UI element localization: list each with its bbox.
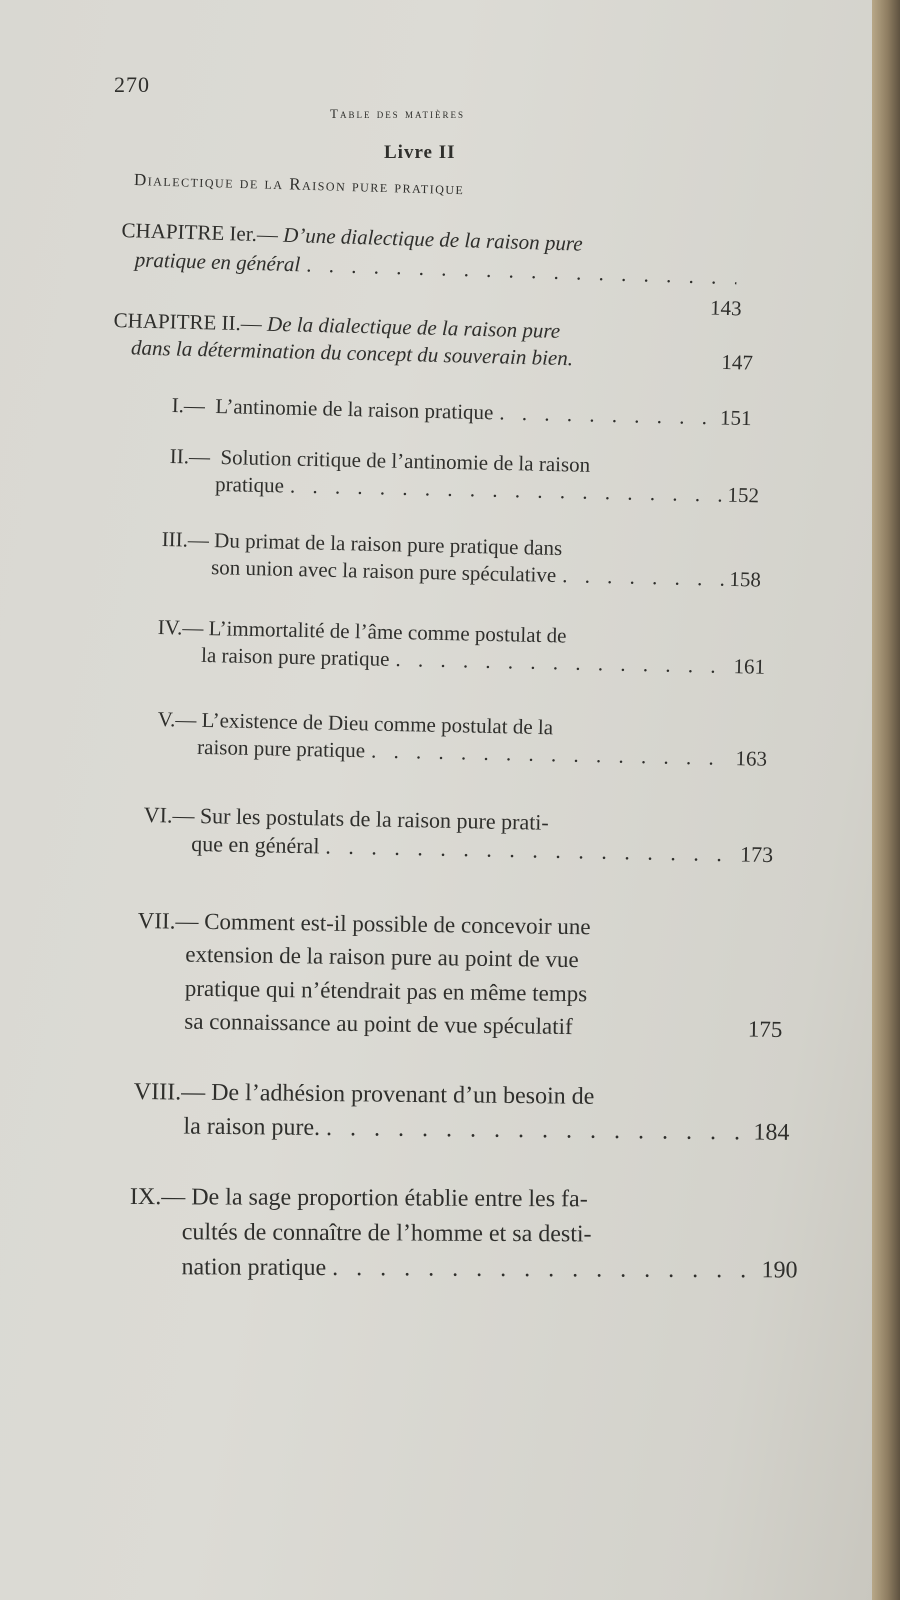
dot-leaders [562,563,724,592]
toc-entry-section-7 [136,904,784,1046]
section-title: Solution critique de l’antinomie de la raison [220,445,591,477]
page-ref: 152 [727,482,760,508]
section-label: I.— [171,393,206,418]
page-edge [872,0,900,1600]
page-ref: 190 [761,1256,798,1284]
book-title: Livre II [384,142,456,163]
section-title: De la sage proportion établie entre les fa- [191,1184,588,1213]
chapter-title-cont: pratique en général [134,247,301,277]
chapter-title-cont: dans la détermination du concept du souverain bien. [130,335,574,371]
section-title-cont: que en général [190,830,320,859]
dot-leaders [326,1112,748,1150]
page-ref: 173 [739,841,774,868]
page-ref: 151 [719,405,752,431]
section-label: IV.— [157,615,204,640]
section-title: L’immortalité de l’âme comme postulat de [208,616,567,648]
section-label: V.— [157,707,197,732]
dot-leaders [499,400,714,430]
section-title-cont: sa connaissance au point de vue spéculatif [184,1008,573,1040]
page-ref: 158 [729,566,762,592]
section-label: VII.— [137,907,199,934]
page-ref: 175 [747,1016,783,1043]
section-title-cont: la raison pure. [183,1113,321,1141]
section-title: L’existence de Dieu comme postulat de la [201,707,554,740]
page-ref: 163 [735,746,768,771]
chapter-label: CHAPITRE II.— [113,308,263,336]
section-title-cont: raison pure pratique [196,734,366,763]
page-ref: 161 [733,654,766,679]
section-title: L’antinomie de la raison pratique [215,393,494,425]
toc-entry-section-9 [129,1180,798,1288]
section-title-cont: pratique qui n’étendrait pas en même temps [184,975,588,1006]
dot-leaders [332,1251,756,1288]
section-label: III.— [161,527,210,553]
section-title-cont: pratique [214,471,285,498]
page-ref: 147 [721,349,754,375]
section-title: De l’adhésion provenant d’un besoin de [211,1079,595,1110]
section-title-cont: extension de la raison pure au point de vue [185,942,579,973]
chapter-title: D’une dialectique de la raison pure [282,222,583,256]
section-title-cont: la raison pure pratique [200,642,390,671]
running-head: Table des matières [330,106,465,121]
chapter-label: CHAPITRE Ier.— [121,218,279,247]
section-title-cont: nation pratique [181,1253,327,1281]
section-label: VI.— [143,802,195,828]
book-subtitle: Dialectique de la Raison pure pratique [133,170,465,199]
page-ref: 143 [709,295,742,321]
section-title: Comment est-il possible de concevoir une [204,908,591,940]
chapter-title: De la dialectique de la raison pure [266,311,561,343]
page-ref: 184 [753,1119,790,1146]
section-title: Du primat de la raison pure pratique dans [213,528,563,561]
section-title: Sur les postulats de la raison pure prati- [199,803,550,835]
toc-entry-section-8 [133,1076,790,1150]
section-label: IX.— [129,1184,186,1211]
section-title-cont: son union avec la raison pure spéculative [210,555,557,587]
section-label: VIII.— [133,1078,206,1106]
section-label: II.— [169,444,211,469]
page-number: 270 [114,72,150,97]
section-title-cont: cultés de connaître de l’homme et sa desti- [181,1219,592,1248]
